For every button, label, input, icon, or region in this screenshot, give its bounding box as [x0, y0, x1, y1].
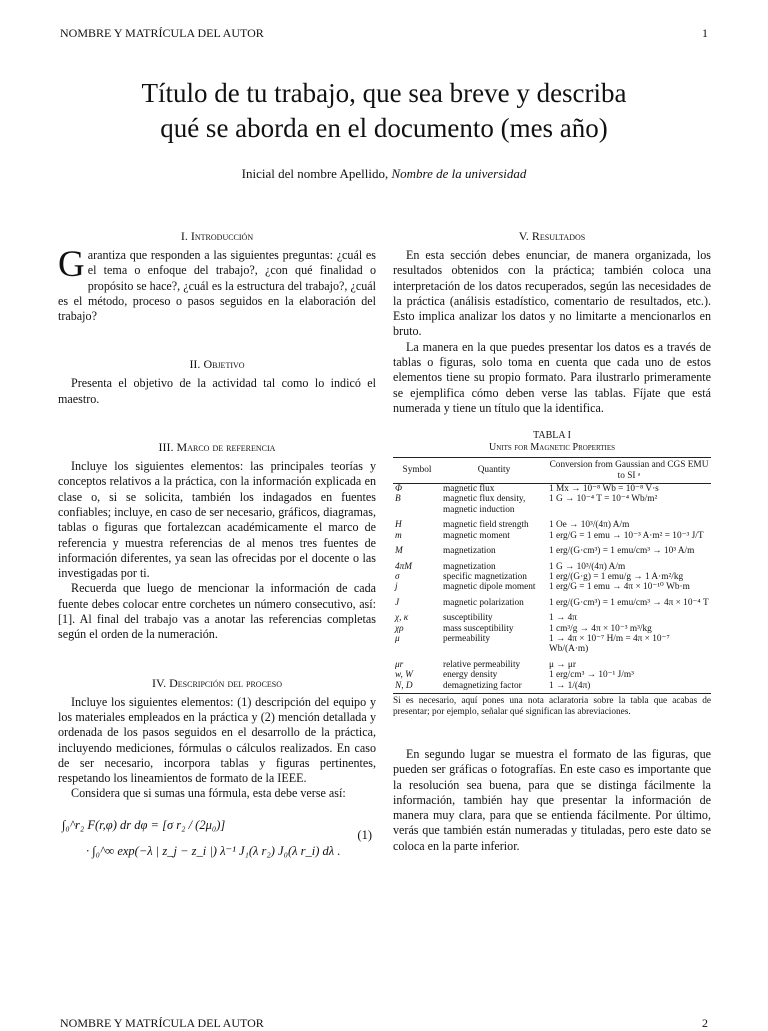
table-cell-quantity: magnetic flux — [443, 484, 495, 495]
table-header-cell: Symbol — [393, 458, 441, 484]
descripcion-paragraph-2: Considera que si sumas una fórmula, esta debe verse así: — [71, 786, 346, 801]
table-row — [393, 557, 711, 572]
paper-title — [60, 76, 708, 146]
table-cell-quantity: mass susceptibility — [443, 623, 514, 634]
right-column — [393, 228, 711, 854]
table-cell-symbol: M — [395, 546, 403, 557]
table-cell-conversion: 1 → 1/(4π) — [547, 681, 711, 694]
title-line-2: qué se aborda en el documento (mes año) — [160, 113, 608, 143]
section-heading-intro: I. Introducción — [180, 229, 254, 243]
equation-line-1: ∫₀^r₂ F(r,φ) dr dφ = [σ r₂ / (2μ₀)] — [62, 817, 226, 832]
author-name: Inicial del nombre Apellido, — [241, 166, 392, 181]
page-number: 1 — [702, 26, 708, 40]
table-cell-conversion: 1 Oe → 10³/(4π) A/m — [549, 520, 630, 531]
next-running-title: NOMBRE Y MATRÍCULA DEL AUTOR — [60, 1016, 264, 1030]
table-cell-quantity: magnetic polarization — [443, 597, 524, 608]
table-cell-symbol: H — [395, 520, 402, 531]
table-row — [393, 593, 711, 608]
table-row — [393, 608, 711, 623]
table-row — [393, 582, 711, 592]
table-cell-conversion: 1 → 4π × 10⁻⁷ H/m = 4π × 10⁻⁷ Wb/(A·m) — [549, 633, 670, 655]
table-cell-conversion: 1 → 4π — [549, 613, 577, 624]
table-note: Si es necesario, aquí pones una nota aclaratoria sobre la tabla que acabas de presentar; por ejemplo, señalar qué significan las abreviaciones. — [393, 695, 711, 718]
section-heading-objetivo: II. Objetivo — [189, 357, 245, 372]
table-cell-quantity: specific magnetization — [443, 571, 527, 582]
marco-paragraph-1: Incluye los siguientes elementos: las principales teorías y conceptos relativos a la práctica, con la información explicada en clase o, si se solicita, también los indagados en fuentes confiables; incluye, en caso de ser necesario, gráficos, diagramas, tablas o figuras que fortalezcan académicamente el marco de referencia y muestra referencias de al menos tres fuentes de información diferentes, ya sean las ofrecidas por el docente o las investigadas por ti. — [58, 459, 376, 581]
marco-paragraph-2: Recuerda que luego de mencionar la información de cada fuente debes colocar entre corchetes un número consecutivo, así: [1]. Al final del trabajo vas a anotar las referencias completas según el orden de la numeración. — [58, 581, 376, 642]
section-heading-resultados: V. Resultados — [518, 229, 586, 243]
table-cell-symbol: J — [395, 597, 400, 608]
table-row — [393, 531, 711, 541]
table-cell-conversion: μ → μr — [549, 659, 577, 670]
table-cell-symbol: μr — [395, 659, 404, 670]
table-row — [393, 515, 711, 530]
equation-block — [58, 818, 376, 868]
author-line — [60, 166, 708, 182]
table-cell-conversion: 1 cm³/g → 4π × 10⁻³ m³/kg — [549, 623, 652, 634]
table-cell-conversion: 1 erg/(G·cm³) = 1 emu/cm³ → 4π × 10⁻⁴ T — [549, 597, 709, 608]
table-cell-conversion: 1 erg/cm³ → 10⁻¹ J/m³ — [549, 670, 634, 681]
table-caption — [393, 430, 711, 454]
next-page-number: 2 — [702, 1016, 708, 1030]
table-cell-symbol: σ — [395, 571, 400, 582]
resultados-paragraph-2: La manera en la que puedes presentar los datos es a través de tablas o figuras, solo toma en cuenta que cada uno de estos elementos tiene su propio formato. Para ilustrarlo primeramente se ejemplifica cómo deben verse las tablas. Fíjate que está numerada y tiene un título que la identifica. — [393, 339, 711, 415]
table-cell-quantity: magnetization — [443, 546, 496, 557]
table-row — [393, 655, 711, 670]
table-row — [393, 541, 711, 556]
table-cell-quantity: energy density — [443, 670, 498, 681]
table-cell-symbol: Φ — [395, 484, 403, 495]
equation-line-2: · ∫₀^∞ exp(−λ | z_j − z_i |) λ⁻¹ J₁(λ r₂) J₀(λ r_i) dλ . — [86, 843, 341, 858]
table-cell-symbol: 4πM — [395, 561, 413, 572]
table-row — [393, 572, 711, 582]
table-cell-conversion: 1 G → 10³/(4π) A/m — [549, 561, 626, 572]
table-cell-symbol: μ — [395, 633, 400, 644]
table-cell-symbol: m — [395, 530, 402, 541]
resultados-paragraph-3: En segundo lugar se muestra el formato de las figuras, que pueden ser gráficas o fotografías. En este caso es importante que la resolución sea buena, para que se distinga fácilmente la información, también hay que presentar la información de manera muy clara, para que se entienda fácilmente. Por último, verás que también están numeradas y tituladas, pero este dato se coloca en la parte inferior. — [393, 746, 711, 853]
table-title: Units for Magnetic Properties — [489, 442, 615, 454]
table-cell-quantity: magnetization — [443, 561, 496, 572]
table-cell-quantity: magnetic flux density, magnetic induction — [443, 494, 526, 515]
title-line-1: Título de tu trabajo, que sea breve y describa — [141, 78, 627, 108]
table-cell-conversion: 1 erg/G = 1 emu → 4π × 10⁻¹⁰ Wb·m — [549, 582, 690, 593]
running-title: NOMBRE Y MATRÍCULA DEL AUTOR — [60, 26, 264, 40]
intro-paragraph: Garantiza que responden a las siguientes preguntas: ¿cuál es el tema o enfoque del trabajo?, ¿con qué finalidad o propósito se hace?, ¿cuál es la estructura del trabajo?, ¿cuál es el método, proceso o pasos seguidos en la elaboración del trabajo? — [58, 244, 376, 324]
table-row — [393, 634, 711, 655]
table-row — [393, 484, 711, 495]
table-cell-symbol: N, D — [393, 681, 441, 694]
equation-number: (1) — [357, 827, 372, 842]
table-cell-quantity: demagnetizing factor — [441, 681, 547, 694]
objetivo-paragraph: Presenta el objetivo de la actividad tal como lo indicó el maestro. — [58, 376, 376, 406]
table-header-cell: Conversion from Gaussian and CGS EMU to SI ᵃ — [547, 458, 711, 484]
table-body — [393, 484, 711, 694]
section-heading-descripcion: IV. Descripción del proceso — [151, 675, 283, 690]
table-cell-conversion: 1 Mx → 10⁻⁸ Wb = 10⁻⁸ V·s — [549, 484, 659, 495]
table-cell-symbol: χρ — [395, 623, 404, 634]
table-cell-symbol: χ, κ — [395, 613, 409, 624]
table-cell-quantity: susceptibility — [443, 613, 493, 624]
table-cell-symbol: w, W — [395, 670, 413, 681]
left-column — [58, 228, 376, 868]
author-affiliation: Nombre de la universidad — [391, 166, 527, 181]
table-cell-conversion: 1 erg/G = 1 emu → 10⁻³ A·m² = 10⁻³ J/T — [549, 530, 704, 541]
descripcion-paragraph-1: Incluye los siguientes elementos: (1) descripción del equipo y los materiales empleados en la práctica y (2) mención detallada y ordenada de los pasos seguidos en el desarrollo de la práctica, incluyendo mediciones, fórmulas o cálculos realizados. En caso de ser necesario, incorpora tablas y figuras pertinentes, respetando los lineamientos de formato de la IEEE. — [58, 694, 376, 786]
units-table — [393, 457, 711, 694]
table-cell-symbol: B — [395, 494, 401, 505]
table-cell-quantity: permeability — [443, 633, 490, 644]
table-cell-conversion: 1 erg/(G·g) = 1 emu/g → 1 A·m²/kg — [549, 571, 684, 582]
table-cell-conversion: 1 G → 10⁻⁴ T = 10⁻⁴ Wb/m² — [549, 494, 658, 505]
table-cell-quantity: relative permeability — [443, 659, 521, 670]
table-cell-quantity: magnetic field strength — [443, 520, 529, 531]
next-page-header — [60, 1016, 708, 1030]
running-header — [60, 26, 708, 42]
drop-cap: G — [58, 244, 85, 285]
table-row — [393, 670, 711, 680]
table-row — [393, 494, 711, 515]
table-header-cell: Quantity — [441, 458, 547, 484]
table-header-row — [393, 458, 711, 484]
table-label: TABLA I — [533, 430, 571, 442]
resultados-paragraph-1: En esta sección debes enunciar, de manera organizada, los resultados obtenidos con la práctica; también coloca una interpretación de los datos recuperados, según las necesidades de la práctica (análisis estadístico, comentario de resultados, etc.). Esto implica analizar los datos y no limitarte a mencionarlos en bruto. — [393, 248, 711, 339]
table-cell-symbol: j — [395, 582, 398, 593]
section-heading-marco: III. Marco de referencia — [158, 440, 276, 455]
table-cell-quantity: magnetic moment — [443, 530, 510, 541]
table-cell-quantity: magnetic dipole moment — [443, 582, 536, 593]
table-cell-conversion: 1 erg/(G·cm³) = 1 emu/cm³ → 10³ A/m — [549, 546, 695, 557]
table-row — [393, 624, 711, 634]
table-row — [393, 681, 711, 694]
